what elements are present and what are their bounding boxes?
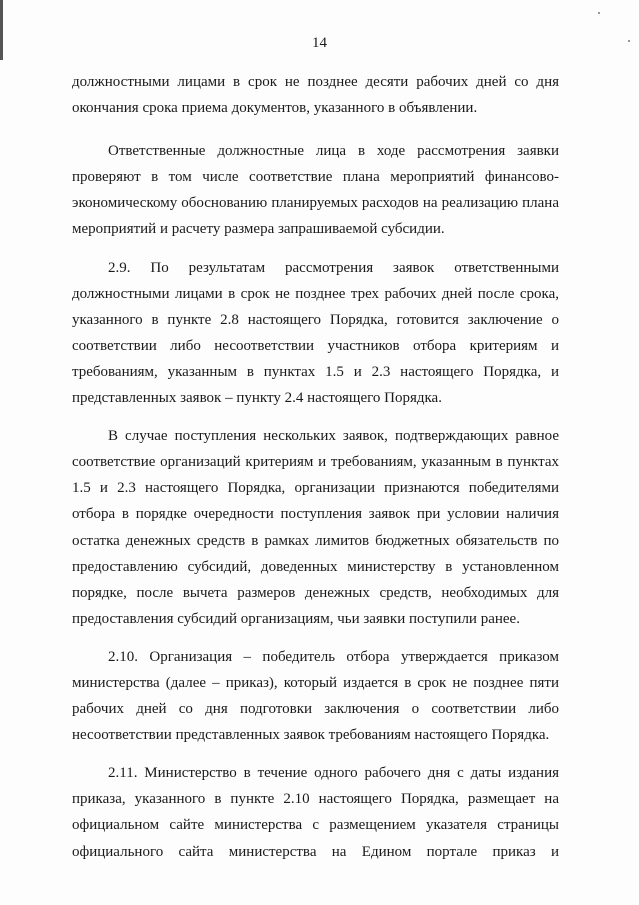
paragraph-multiple-applications: В случае поступления нескольких заявок, подтверждающих равное соответствие организаций критериям и требованиям, указанным в пунктах 1.5 и 2.3 настоящего Порядка, организации признаются победителями отбора в порядке очередности поступления заявок при условии наличия остатка денежных средств в рамках лимитов бюджетных обязательств по предоставлению субсидий, доведенных министерству в установленном порядке, после вычета размеров денежных средств, необходимых для предоставления субсидий организациям, чьи заявки поступили ранее. xyxy=(72,428,559,627)
paragraph-2-9: 2.9. По результатам рассмотрения заявок ответственными должностными лицами в срок не позднее трех рабочих дней после срока, указанного в пункте 2.8 настоящего Порядка, готовится заключение о соответствии либо несоответствии участников отбора критериям и требованиям, указанным в пунктах 1.5 и 2.3 настоящего Порядка, и представленных заявок – пункту 2.4 настоящего Порядка. xyxy=(72,259,559,407)
scan-dust xyxy=(598,12,600,14)
paragraph-2-11: 2.11. Министерство в течение одного рабочего дня с даты издания приказа, указанного в пункте 2.10 настоящего Порядка, размещает на официальном сайте министерства с размещением указателя страницы официального сайта министерства на Едином портале приказ и xyxy=(72,765,559,860)
paragraph-continuation: должностными лицами в срок не позднее десяти рабочих дней со дня окончания срока приема документов, указанного в объявлении. xyxy=(72,74,559,117)
paragraph-review-check: Ответственные должностные лица в ходе рассмотрения заявки проверяют в том числе соответствие плана мероприятий финансово-экономическому обоснованию планируемых расходов на реализацию плана мероприятий и расчету размера запрашиваемой субсидии. xyxy=(72,143,559,238)
page-number: 14 xyxy=(312,35,327,51)
paragraph-2-10: 2.10. Организация – победитель отбора утверждается приказом министерства (далее – приказ), который издается в срок не позднее пяти рабочих дней со дня подготовки заключения о соответствии либо несоответствии представленных заявок требованиям настоящего Порядка. xyxy=(72,648,559,744)
document-body xyxy=(72,69,559,865)
